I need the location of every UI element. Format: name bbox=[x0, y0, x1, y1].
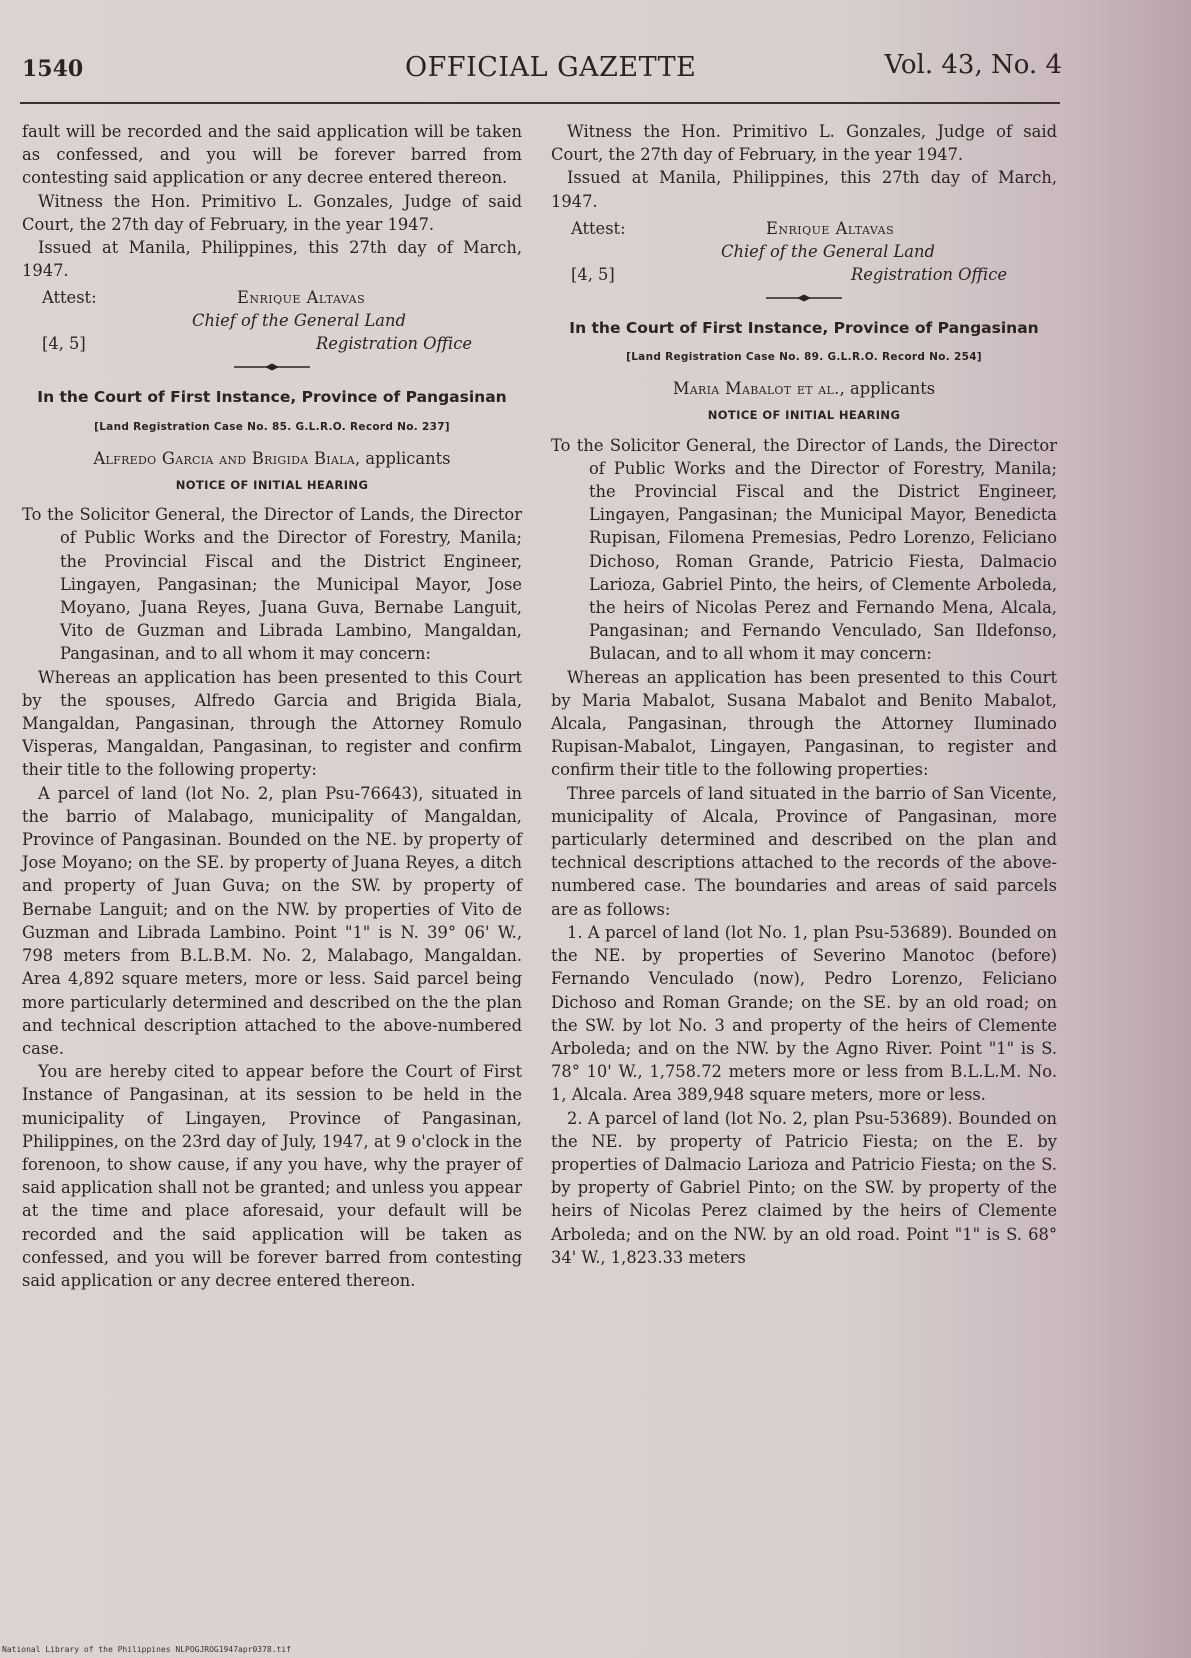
volume-number: Vol. 43, No. 4 bbox=[884, 50, 1062, 80]
section-divider bbox=[22, 356, 522, 380]
attest-block bbox=[22, 286, 522, 356]
section-divider bbox=[551, 287, 1057, 311]
applicants-suffix: , applicants bbox=[839, 379, 936, 399]
attest-label: Attest: bbox=[571, 218, 626, 238]
applicants-line bbox=[22, 447, 522, 470]
issue-reference: [4, 5] bbox=[42, 334, 86, 354]
publication-title: OFFICIAL GAZETTE bbox=[405, 52, 697, 83]
notice-heading: NOTICE OF INITIAL HEARING bbox=[707, 408, 901, 423]
paragraph: Issued at Manila, Philippines, this 27th day of March, 1947. bbox=[551, 168, 1057, 211]
notice-heading: NOTICE OF INITIAL HEARING bbox=[175, 478, 369, 493]
attest-block bbox=[551, 217, 1057, 287]
paragraph: Whereas an application has been presented to this Court by Maria Mabalot, Susana Mabalot and Benito Mabalot, Alcala, Pangasinan, through the Attorney Iluminado Rupisan-Mabalot, Lingayen, Pangasinan, to register and confirm their title to the following properties: bbox=[551, 667, 1057, 780]
address-paragraph: To the Solicitor General, the Director of Lands, the Director of Public Works and the Director of Forestry, Manila; the Provincial Fiscal and the District Engineer, Lingayen, Pangasinan; the Municipal Mayor, Benedicta Rupisan, Filomena Premesias, Pedro Lorenzo, Feliciano Dichoso, Roman Grande, Patricio Fiesta, Dalmacio Larioza, Gabriel Pinto, the heirs, of Clemente Arboleda, the heirs of Nicolas Perez and Fernando Mena, Alcala, Pangasinan; and Fernando Venculado, San Ildefonso, Bulacan, and to all whom it may concern: bbox=[551, 435, 1057, 664]
paragraph: Issued at Manila, Philippines, this 27th day of March, 1947. bbox=[22, 238, 522, 281]
applicants-line bbox=[551, 377, 1057, 400]
divider-ornament-icon bbox=[764, 293, 844, 303]
case-reference: [Land Registration Case No. 89. G.L.R.O. Record No. 254] bbox=[626, 351, 982, 364]
paragraph: 1. A parcel of land (lot No. 1, plan Psu-53689). Bounded on the NE. by properties of Severino Manotoc (before) Fernando Venculado (now), Pedro Lorenzo, Feliciano Dichoso and Roman Grande; on the SE. by an old road; on the SW. by lot No. 3 and property of the heirs of Clemente Arboleda; and on the NW. by the Agno River. Point "1" is S. 78° 10' W., 1,758.72 meters more or less from B.L.L.M. No. 1, Alcala. Area 389,948 square meters, more or less. bbox=[551, 922, 1057, 1105]
applicants-suffix: , applicants bbox=[354, 448, 451, 468]
attest-title-line1: Chief of the General Land bbox=[721, 241, 935, 261]
scan-footer: National Library of the Philippines NLPOGJROG1947apr0378.tif bbox=[2, 1645, 291, 1654]
court-heading: In the Court of First Instance, Province of Pangasinan bbox=[569, 318, 1039, 337]
attest-name: Enrique Altavas bbox=[766, 218, 895, 238]
issue-reference: [4, 5] bbox=[571, 264, 615, 284]
paragraph: Whereas an application has been presented to this Court by the spouses, Alfredo Garcia and Brigida Biala, Mangaldan, Pangasinan, through the Attorney Romulo Visperas, Mangaldan, Pangasinan, to register and confirm their title to the following property: bbox=[22, 667, 522, 780]
attest-title-line1: Chief of the General Land bbox=[192, 311, 406, 331]
divider-ornament-icon bbox=[232, 362, 312, 372]
attest-title-line2: Registration Office bbox=[316, 334, 472, 354]
left-column bbox=[22, 120, 522, 1292]
case-reference: [Land Registration Case No. 85. G.L.R.O. Record No. 237] bbox=[94, 420, 450, 433]
paragraph: A parcel of land (lot No. 2, plan Psu-76643), situated in the barrio of Malabago, municipality of Mangaldan, Province of Pangasinan. Bounded on the NE. by property of Jose Moyano; on the SE. by property of Juana Reyes, a ditch and property of Juan Guva; on the SW. by property of Bernabe Languit; and on the NW. by properties of Vito de Guzman and Librada Lambino. Point "1" is N. 39° 06' W., 798 meters from B.L.B.M. No. 2, Malabago, Mangaldan. Area 4,892 square meters, more or less. Said parcel being more particularly determined and described on the the plan and technical description attached to the above-numbered case. bbox=[22, 783, 522, 1058]
court-heading: In the Court of First Instance, Province of Pangasinan bbox=[37, 388, 507, 407]
header-rule bbox=[20, 102, 1060, 104]
attest-name: Enrique Altavas bbox=[237, 288, 366, 308]
attest-label: Attest: bbox=[42, 288, 97, 308]
paragraph: 2. A parcel of land (lot No. 2, plan Psu-53689). Bounded on the NE. by property of Patricio Fiesta; on the E. by properties of Dalmacio Larioza and Patricio Fiesta; on the S. by property of Gabriel Pinto; on the SW. by property of the heirs of Nicolas Perez claimed by the heirs of Clemente Arboleda; and on the NW. by an old road. Point "1" is S. 68° 34' W., 1,823.33 meters bbox=[551, 1108, 1057, 1267]
paragraph: Three parcels of land situated in the barrio of San Vicente, municipality of Alcala, Province of Pangasinan, more particularly determined and described on the plan and technical descriptions attached to the records of the above-numbered case. The boundaries and areas of said parcels are as follows: bbox=[551, 783, 1057, 919]
page-header bbox=[22, 44, 1062, 88]
applicant-names: Maria Mabalot et al. bbox=[672, 379, 840, 399]
attest-title-line2: Registration Office bbox=[851, 264, 1007, 284]
paragraph: fault will be recorded and the said application will be taken as confessed, and you will be forever barred from contesting said application or any decree entered thereon. bbox=[22, 122, 522, 188]
address-paragraph: To the Solicitor General, the Director of Lands, the Director of Public Works and the Director of Forestry, Manila; the Provincial Fiscal and the District Engineer, Lingayen, Pangasinan; the Municipal Mayor, Jose Moyano, Juana Reyes, Juana Guva, Bernabe Languit, Vito de Guzman and Librada Lambino, Mangaldan, Pangasinan, and to all whom it may concern: bbox=[22, 505, 522, 664]
paragraph: Witness the Hon. Primitivo L. Gonzales, Judge of said Court, the 27th day of February, in the year 1947. bbox=[22, 191, 522, 234]
paragraph: You are hereby cited to appear before the Court of First Instance of Pangasinan, at its session to be held in the municipality of Lingayen, Province of Pangasinan, Philippines, on the 23rd day of July, 1947, at 9 o'clock in the forenoon, to show cause, if any you have, why the prayer of said application shall not be granted; and unless you appear at the time and place aforesaid, your default will be recorded and the said application will be taken as confessed, and you will be forever barred from contesting said application or any decree entered thereon. bbox=[22, 1062, 522, 1290]
applicant-names: Alfredo Garcia and Brigida Biala bbox=[93, 448, 355, 468]
paragraph: Witness the Hon. Primitivo L. Gonzales, Judge of said Court, the 27th day of February, in the year 1947. bbox=[551, 122, 1057, 165]
page-number: 1540 bbox=[22, 56, 84, 82]
right-column bbox=[551, 120, 1057, 1269]
